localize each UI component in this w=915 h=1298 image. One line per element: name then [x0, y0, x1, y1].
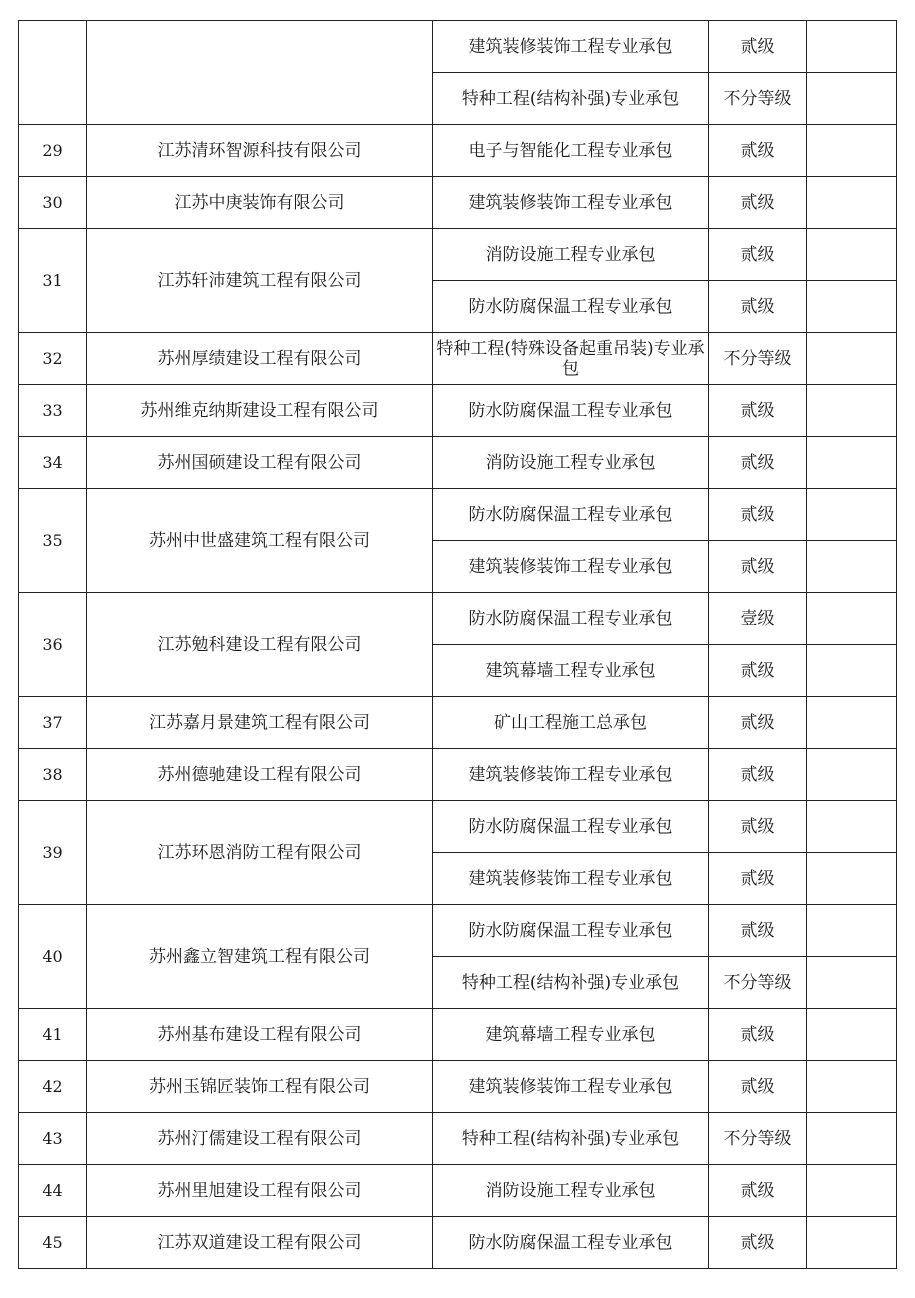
grade-cell: 贰级 — [709, 125, 807, 177]
grade-cell: 贰级 — [709, 697, 807, 749]
grade-cell: 贰级 — [709, 437, 807, 489]
row-number-cell: 33 — [19, 385, 87, 437]
row-number-cell: 39 — [19, 801, 87, 905]
company-name-cell: 苏州基布建设工程有限公司 — [87, 1009, 433, 1061]
qualification-cell: 建筑装修装饰工程专业承包 — [433, 541, 709, 593]
company-name-cell — [87, 21, 433, 125]
row-number-cell: 35 — [19, 489, 87, 593]
remark-cell — [807, 1061, 897, 1113]
company-name-cell: 苏州玉锦匠装饰工程有限公司 — [87, 1061, 433, 1113]
grade-cell: 贰级 — [709, 645, 807, 697]
row-number-cell: 44 — [19, 1165, 87, 1217]
qualification-cell: 防水防腐保温工程专业承包 — [433, 801, 709, 853]
row-number-cell: 38 — [19, 749, 87, 801]
grade-cell: 不分等级 — [709, 1113, 807, 1165]
remark-cell — [807, 73, 897, 125]
remark-cell — [807, 229, 897, 281]
qualification-cell: 防水防腐保温工程专业承包 — [433, 905, 709, 957]
qualification-cell: 消防设施工程专业承包 — [433, 1165, 709, 1217]
grade-cell: 贰级 — [709, 749, 807, 801]
company-name-cell: 江苏环恩消防工程有限公司 — [87, 801, 433, 905]
remark-cell — [807, 437, 897, 489]
company-name-cell: 苏州中世盛建筑工程有限公司 — [87, 489, 433, 593]
remark-cell — [807, 853, 897, 905]
row-number-cell: 29 — [19, 125, 87, 177]
remark-cell — [807, 125, 897, 177]
grade-cell: 贰级 — [709, 1009, 807, 1061]
company-name-cell: 苏州厚绩建设工程有限公司 — [87, 333, 433, 385]
grade-cell: 贰级 — [709, 229, 807, 281]
qualification-cell: 建筑幕墙工程专业承包 — [433, 1009, 709, 1061]
table-row — [19, 1061, 897, 1113]
qualification-cell: 建筑装修装饰工程专业承包 — [433, 21, 709, 73]
company-name-cell: 江苏双道建设工程有限公司 — [87, 1217, 433, 1269]
qualification-cell: 防水防腐保温工程专业承包 — [433, 281, 709, 333]
qualification-cell: 矿山工程施工总承包 — [433, 697, 709, 749]
table-row — [19, 697, 897, 749]
company-name-cell: 苏州国硕建设工程有限公司 — [87, 437, 433, 489]
row-number-cell: 37 — [19, 697, 87, 749]
grade-cell: 不分等级 — [709, 73, 807, 125]
table-row — [19, 229, 897, 281]
qualification-cell: 特种工程(结构补强)专业承包 — [433, 73, 709, 125]
row-number-cell: 41 — [19, 1009, 87, 1061]
table-row — [19, 801, 897, 853]
company-name-cell: 苏州维克纳斯建设工程有限公司 — [87, 385, 433, 437]
qualification-cell: 电子与智能化工程专业承包 — [433, 125, 709, 177]
remark-cell — [807, 1009, 897, 1061]
qualification-cell: 防水防腐保温工程专业承包 — [433, 385, 709, 437]
table-row — [19, 1113, 897, 1165]
row-number-cell: 45 — [19, 1217, 87, 1269]
company-name-cell: 江苏勉科建设工程有限公司 — [87, 593, 433, 697]
qualification-cell: 特种工程(结构补强)专业承包 — [433, 1113, 709, 1165]
remark-cell — [807, 385, 897, 437]
qualification-table — [18, 20, 897, 1269]
grade-cell: 贰级 — [709, 1061, 807, 1113]
grade-cell: 贰级 — [709, 853, 807, 905]
grade-cell: 贰级 — [709, 281, 807, 333]
grade-cell: 贰级 — [709, 21, 807, 73]
table-row — [19, 1165, 897, 1217]
grade-cell: 贰级 — [709, 177, 807, 229]
table-row — [19, 333, 897, 385]
remark-cell — [807, 957, 897, 1009]
table-row — [19, 125, 897, 177]
table-row — [19, 593, 897, 645]
row-number-cell: 40 — [19, 905, 87, 1009]
remark-cell — [807, 1165, 897, 1217]
grade-cell: 贰级 — [709, 541, 807, 593]
remark-cell — [807, 1113, 897, 1165]
table-row — [19, 385, 897, 437]
qualification-cell: 消防设施工程专业承包 — [433, 437, 709, 489]
table-row — [19, 1009, 897, 1061]
table-row — [19, 177, 897, 229]
company-name-cell: 江苏轩沛建筑工程有限公司 — [87, 229, 433, 333]
row-number-cell: 42 — [19, 1061, 87, 1113]
qualification-cell: 特种工程(特殊设备起重吊装)专业承包 — [433, 333, 709, 385]
grade-cell: 贰级 — [709, 385, 807, 437]
company-name-cell: 江苏嘉月景建筑工程有限公司 — [87, 697, 433, 749]
grade-cell: 贰级 — [709, 905, 807, 957]
qualification-cell: 特种工程(结构补强)专业承包 — [433, 957, 709, 1009]
company-name-cell: 苏州汀儒建设工程有限公司 — [87, 1113, 433, 1165]
row-number-cell: 32 — [19, 333, 87, 385]
row-number-cell: 34 — [19, 437, 87, 489]
company-name-cell: 苏州鑫立智建筑工程有限公司 — [87, 905, 433, 1009]
qualification-cell: 防水防腐保温工程专业承包 — [433, 489, 709, 541]
remark-cell — [807, 801, 897, 853]
qualification-cell: 建筑装修装饰工程专业承包 — [433, 749, 709, 801]
grade-cell: 不分等级 — [709, 333, 807, 385]
remark-cell — [807, 905, 897, 957]
company-name-cell: 江苏清环智源科技有限公司 — [87, 125, 433, 177]
table-row — [19, 21, 897, 73]
remark-cell — [807, 177, 897, 229]
qualification-cell: 建筑装修装饰工程专业承包 — [433, 177, 709, 229]
grade-cell: 贰级 — [709, 801, 807, 853]
remark-cell — [807, 593, 897, 645]
qualification-cell: 建筑装修装饰工程专业承包 — [433, 853, 709, 905]
company-name-cell: 苏州德驰建设工程有限公司 — [87, 749, 433, 801]
qualification-cell: 建筑装修装饰工程专业承包 — [433, 1061, 709, 1113]
remark-cell — [807, 21, 897, 73]
qualification-cell: 防水防腐保温工程专业承包 — [433, 593, 709, 645]
remark-cell — [807, 489, 897, 541]
remark-cell — [807, 281, 897, 333]
remark-cell — [807, 697, 897, 749]
table-row — [19, 749, 897, 801]
row-number-cell: 43 — [19, 1113, 87, 1165]
qualification-cell: 防水防腐保温工程专业承包 — [433, 1217, 709, 1269]
grade-cell: 贰级 — [709, 489, 807, 541]
row-number-cell: 36 — [19, 593, 87, 697]
row-number-cell: 30 — [19, 177, 87, 229]
remark-cell — [807, 333, 897, 385]
table-row — [19, 437, 897, 489]
row-number-cell — [19, 21, 87, 125]
grade-cell: 贰级 — [709, 1217, 807, 1269]
qualification-cell: 消防设施工程专业承包 — [433, 229, 709, 281]
row-number-cell: 31 — [19, 229, 87, 333]
table-row — [19, 489, 897, 541]
table-row — [19, 1217, 897, 1269]
qualification-cell: 建筑幕墙工程专业承包 — [433, 645, 709, 697]
company-name-cell: 江苏中庚装饰有限公司 — [87, 177, 433, 229]
remark-cell — [807, 1217, 897, 1269]
grade-cell: 不分等级 — [709, 957, 807, 1009]
grade-cell: 贰级 — [709, 1165, 807, 1217]
remark-cell — [807, 645, 897, 697]
grade-cell: 壹级 — [709, 593, 807, 645]
remark-cell — [807, 541, 897, 593]
table-body — [19, 21, 897, 1269]
remark-cell — [807, 749, 897, 801]
company-name-cell: 苏州里旭建设工程有限公司 — [87, 1165, 433, 1217]
table-row — [19, 905, 897, 957]
